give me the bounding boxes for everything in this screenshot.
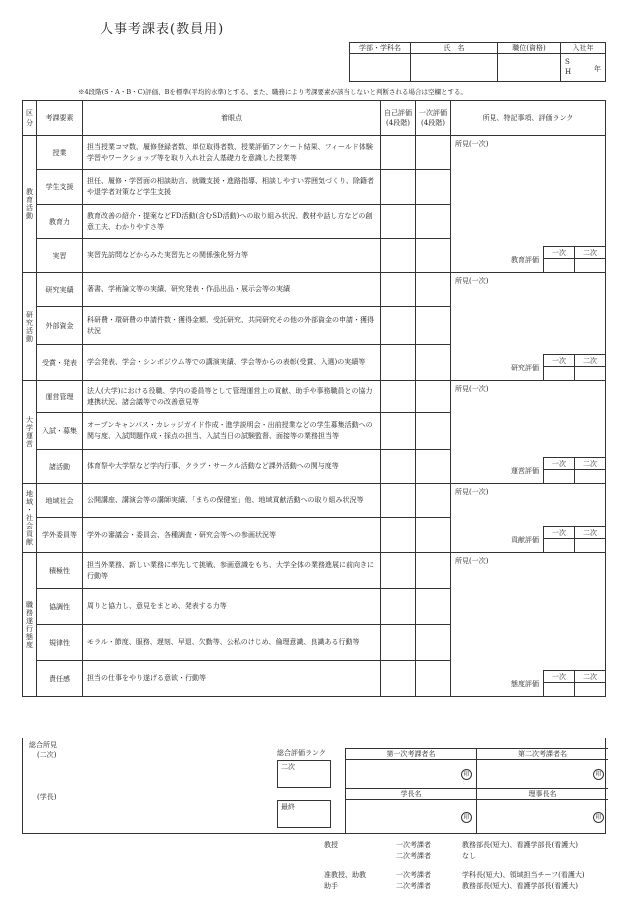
name-label: 氏 名: [411, 43, 498, 54]
self-score-cell[interactable]: [381, 518, 416, 553]
element-cell: 授業: [37, 136, 83, 170]
niji-label: 二次: [575, 355, 606, 367]
niji-label: 二次: [575, 247, 606, 259]
niji-label: 二次: [575, 458, 606, 470]
points-cell: 学外の審議会・委員会、各種調査・研究会等への参画状況等: [83, 518, 381, 553]
points-cell: 担当授業コマ数、履修登録者数、単位取得者数、授業評価アンケート結果、フィールド体験学習やワークショップ等を取り入れ社会人基礎力を意識した授業等: [83, 136, 381, 170]
self-score-cell[interactable]: [381, 381, 416, 413]
niji-rank-field[interactable]: [575, 470, 606, 484]
points-cell: 担当外業務、新しい業務に率先して挑戦、参画意識をもち、大学全体の業務進展に前向きに行動等: [83, 553, 381, 589]
first-score-cell[interactable]: [416, 345, 451, 381]
president-comment-label: (学長): [37, 793, 57, 801]
entry-year-field[interactable]: [561, 54, 606, 82]
category-cell: 教育活動: [23, 136, 37, 273]
ichiji-label: 一次: [544, 247, 575, 259]
table-row: [23, 136, 606, 170]
niji-rank-field[interactable]: [575, 259, 606, 273]
table-row: [23, 484, 606, 518]
first-score-cell[interactable]: [416, 661, 451, 697]
element-cell: 積極性: [37, 553, 83, 589]
ichiji-label: 一次: [544, 527, 575, 539]
shoken-label: 所見(一次): [455, 277, 489, 285]
position-label: 職位(資格): [498, 43, 561, 54]
table-row: [23, 381, 606, 413]
category-cell: 地域・社会貢献: [23, 484, 37, 553]
president-label: 学長名: [346, 789, 477, 800]
points-cell: 科研費・環研費の申請件数・獲得金額、受託研究、共同研究その他の外部資金の申請・獲得状況: [83, 307, 381, 345]
points-cell: 法人(大学)における役職、学内の委員等として管理運営上の貢献、助手や事務職員との協力連携状況、諸会議等での改善意見等: [83, 381, 381, 413]
points-cell: オープンキャンパス・カレッジガイド作成・進学説明会・出前授業などの学生募集活動への関与度、入試問題作成・採点の担当、入試当日の試験監督、面接等の業務担当等: [83, 413, 381, 450]
eval-label: 態度評価: [491, 671, 544, 697]
points-cell: 周りと協力し、意見をまとめ、発表する力等: [83, 589, 381, 625]
overall-section: [22, 738, 606, 834]
evaluation-table: [22, 100, 606, 697]
self-score-cell[interactable]: [381, 661, 416, 697]
year-suffix: 年: [594, 65, 601, 73]
element-cell: 学生支援: [37, 170, 83, 205]
overall-rank-label: 総合評価ランク: [277, 749, 326, 757]
eval-rank-box: [491, 457, 606, 484]
self-score-cell[interactable]: [381, 345, 416, 381]
shoken-label: 所見(一次): [455, 385, 489, 393]
chairman-label: 理事長名: [477, 789, 608, 800]
self-score-cell[interactable]: [381, 413, 416, 450]
points-cell: 著書、学術論文等の実績、研究発表・作品出品・展示会等の実績: [83, 273, 381, 307]
eval-label: 教育評価: [491, 247, 544, 273]
seal-icon: 印: [593, 812, 604, 823]
self-score-cell[interactable]: [381, 589, 416, 625]
points-cell: モラル・節度、服務、遅刻、早退、欠勤等、公私のけじめ、倫理意識、良識ある行動等: [83, 625, 381, 661]
eval-label: 研究評価: [491, 355, 544, 381]
first-score-cell[interactable]: [416, 273, 451, 307]
ichiji-rank-field[interactable]: [544, 539, 575, 553]
niji-rank-field[interactable]: [575, 683, 606, 697]
element-cell: 地域社会: [37, 484, 83, 518]
eval-label: 貢献評価: [491, 527, 544, 553]
first-score-cell[interactable]: [416, 307, 451, 345]
table-row: [23, 553, 606, 589]
element-cell: 研究実績: [37, 273, 83, 307]
chairman-sign[interactable]: [477, 800, 608, 833]
shoken-label: 所見(一次): [455, 140, 489, 148]
remarks-cell[interactable]: [451, 553, 606, 697]
first-score-cell[interactable]: [416, 381, 451, 413]
self-score-cell[interactable]: [381, 450, 416, 484]
self-score-cell[interactable]: [381, 170, 416, 205]
first-evaluator-label: 第一次考課者名: [346, 749, 477, 760]
overall-comment-label: 総合所見 (二次): [29, 741, 57, 759]
first-score-cell[interactable]: [416, 625, 451, 661]
element-cell: 実習: [37, 239, 83, 273]
entry-year-label: 入社年: [561, 43, 606, 54]
niji-label: 二次: [575, 527, 606, 539]
self-score-cell[interactable]: [381, 239, 416, 273]
element-cell: 外部資金: [37, 307, 83, 345]
element-cell: 受賞・発表: [37, 345, 83, 381]
points-cell: 学会発表、学会・シンポジウム等での講演実績、学会等からの表彰(受賞、入選)の実績等: [83, 345, 381, 381]
element-cell: 入試・募集: [37, 413, 83, 450]
col-element: 考課要素: [37, 101, 83, 136]
rank-final-box[interactable]: 最終: [277, 800, 331, 828]
president-sign[interactable]: [346, 800, 477, 833]
position-field[interactable]: [498, 54, 561, 82]
first-score-cell[interactable]: [416, 450, 451, 484]
employee-info-table: [349, 42, 606, 82]
eval-rank-box: [491, 354, 606, 381]
eval-label: 運営評価: [491, 458, 544, 484]
self-score-cell[interactable]: [381, 307, 416, 345]
element-cell: 運営管理: [37, 381, 83, 413]
self-score-cell[interactable]: [381, 136, 416, 170]
element-cell: 協調性: [37, 589, 83, 625]
self-score-cell[interactable]: [381, 273, 416, 307]
table-row: [23, 273, 606, 307]
eval-rank-box: [491, 526, 606, 553]
self-score-cell[interactable]: [381, 553, 416, 589]
rating-note: ※4段階(S・A・B・C)評価、Bを標準(平均的水準)とする。また、職務により考課要素が該当しないと判断される場合は空欄とする。: [78, 88, 467, 96]
col-kubun: 区分: [23, 101, 37, 136]
element-cell: 規律性: [37, 625, 83, 661]
name-field[interactable]: [411, 54, 498, 82]
category-cell: 職務遂行態度: [23, 553, 37, 697]
first-score-cell[interactable]: [416, 589, 451, 625]
shoken-label: 所見(一次): [455, 488, 489, 496]
col-self: 自己評価 (4段階): [381, 101, 416, 136]
first-score-cell[interactable]: [416, 239, 451, 273]
second-evaluator-label: 第二次考課者名: [477, 749, 608, 760]
points-cell: 体育祭や大学祭など学内行事、クラブ・サークル活動など課外活動への関与度等: [83, 450, 381, 484]
ichiji-rank-field[interactable]: [544, 259, 575, 273]
era-s: S: [565, 58, 570, 66]
category-cell: 研究活動: [23, 273, 37, 381]
first-score-cell[interactable]: [416, 136, 451, 170]
page-title: 人事考課表(教員用): [100, 22, 225, 37]
seal-icon: 印: [461, 769, 472, 780]
col-first: 一次評価 (4段階): [416, 101, 451, 136]
points-cell: 実習先訪問などからみた実習先との関係強化努力等: [83, 239, 381, 273]
era-h: H: [565, 68, 572, 76]
points-cell: 担当の仕事をやり遂げる意欲・行動等: [83, 661, 381, 697]
dept-label: 学部・学科名: [350, 43, 411, 54]
self-score-cell[interactable]: [381, 484, 416, 518]
signature-grid: [345, 748, 608, 833]
col-remarks: 所見、特記事項、評価ランク: [451, 101, 606, 136]
element-cell: 諸活動: [37, 450, 83, 484]
points-cell: 教育改善の紹介・提案などFD活動(含むSD活動)への取り組み状況、教材や話し方などの創意工夫、わかりやすさ等: [83, 205, 381, 239]
ichiji-label: 一次: [544, 355, 575, 367]
seal-icon: 印: [593, 769, 604, 780]
col-points: 着眼点: [83, 101, 381, 136]
ichiji-label: 一次: [544, 671, 575, 683]
element-cell: 学外委員等: [37, 518, 83, 553]
ichiji-rank-field[interactable]: [544, 683, 575, 697]
first-score-cell[interactable]: [416, 518, 451, 553]
seal-icon: 印: [461, 812, 472, 823]
rank-niji-box[interactable]: 二次: [277, 760, 331, 788]
first-evaluator-sign[interactable]: [346, 760, 477, 789]
points-cell: 担任、履修・学習面の相談助言、就職支援・進路指導、相談しやすい雰囲気づくり、除籍者や退学者対策など学生支援: [83, 170, 381, 205]
first-score-cell[interactable]: [416, 553, 451, 589]
eval-rank-box: [491, 246, 606, 273]
second-evaluator-sign[interactable]: [477, 760, 608, 789]
self-score-cell[interactable]: [381, 205, 416, 239]
remarks-cell[interactable]: [451, 273, 606, 381]
self-score-cell[interactable]: [381, 625, 416, 661]
dept-field[interactable]: [350, 54, 411, 82]
element-cell: 教育力: [37, 205, 83, 239]
footer-roles: 教授 一次考課者 教務部長(短大)、看護学部長(看護大) 二次考課者 なし 准教授、助教 一次考課者 学科長(短大)、領域担当チーフ(看護大) 助手 二次考課者 教務部長(短大)、看護学部長(看護大): [324, 841, 585, 890]
category-cell: 大学運営: [23, 381, 37, 484]
ichiji-rank-field[interactable]: [544, 367, 575, 381]
first-score-cell[interactable]: [416, 170, 451, 205]
first-score-cell[interactable]: [416, 484, 451, 518]
remarks-cell[interactable]: [451, 381, 606, 484]
remarks-cell[interactable]: [451, 136, 606, 273]
points-cell: 公開講座、講演会等の講師実績、「まちの保健室」他、地域貢献活動への取り組み状況等: [83, 484, 381, 518]
shoken-label: 所見(一次): [455, 557, 489, 565]
niji-rank-field[interactable]: [575, 539, 606, 553]
first-score-cell[interactable]: [416, 413, 451, 450]
element-cell: 責任感: [37, 661, 83, 697]
niji-rank-field[interactable]: [575, 367, 606, 381]
first-score-cell[interactable]: [416, 205, 451, 239]
eval-rank-box: [491, 670, 606, 697]
niji-label: 二次: [575, 671, 606, 683]
remarks-cell[interactable]: [451, 484, 606, 553]
ichiji-label: 一次: [544, 458, 575, 470]
ichiji-rank-field[interactable]: [544, 470, 575, 484]
